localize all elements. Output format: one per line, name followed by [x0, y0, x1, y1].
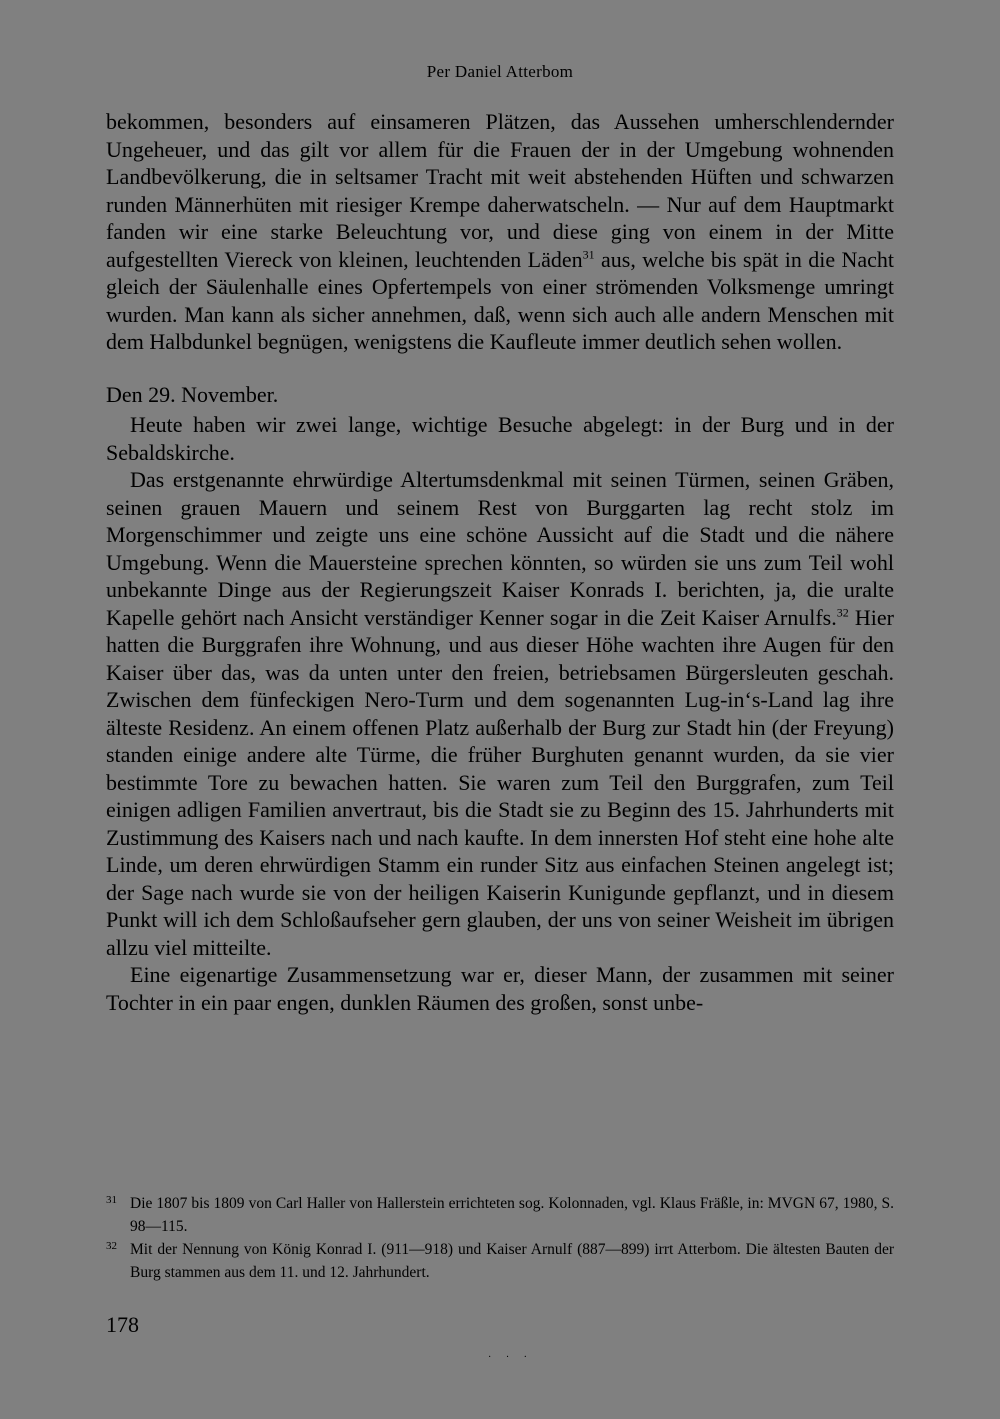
paragraph: bekommen, besonders auf einsameren Plätzen, das Aussehen umherschlendernder Ungeheuer, und das gilt vor allem für die Frauen der in der Umgebung wohnenden Landbevölkerung, die in seltsamer Tracht mit weit abstehenden Hüften und schwarzen runden Männerhüten mit riesiger Krempe daherwatscheln. — Nur auf dem Hauptmarkt fanden wir eine starke Beleuchtung vor, und diese ging von einem in der Mitte aufgestellten Viereck von kleinen, leuchtenden Läden$^{31}$ aus, welche bis spät in die Nacht gleich der Säulenhalle eines Opfertempels von einer strömenden Volksmenge umringt wurden. Man kann als sicher annehmen, daß, wenn sich auch alle andern Menschen mit dem Halbdunkel begnügen, wenigstens die Kaufleute immer deutlich sehen wollen. — [106, 109, 894, 354]
footnote-number: 32 — [106, 1240, 117, 1252]
page-number: 178 — [106, 1312, 139, 1337]
paragraph: Das erstgenannte ehrwürdige Altertumsdenkmal mit seinen Türmen, seinen Gräben, seinen grauen Mauern und seinem Rest von Burggarten lag recht stolz im Morgenschimmer und zeigte uns eine schöne Aussicht auf die Stadt und die nähere Umgebung. Wenn die Mauersteine sprechen könnten, so würden sie uns zum Teil wohl unbekannte Dinge aus der Regierungszeit Kaiser Konrads I. berichten, ja, die uralte Kapelle gehört nach Ansicht verständiger Kenner sogar in die Zeit Kaiser Arnulfs.$^{32}$ Hier hatten die Burggrafen ihre Wohnung, und aus dieser Höhe wachten ihre Augen für den Kaiser über das, was da unten unter den freien, betriebsamen Bürgersleuten geschah. Zwischen dem fünfeckigen Nero-Turm und dem sogenannten Lug-in‘s-Land lag ihre älteste Residenz. An einem offenen Platz außerhalb der Burg zur Stadt hin (der Freyung) standen einige andere alte Türme, die früher Burghuten genannt wurden, da sie vier bestimmte Tore zu bewachen hatten. Sie waren zum Teil den Burggrafen, zum Teil einigen adligen Familien anvertraut, bis die Stadt sie zu Beginn des 15. Jahrhunderts mit Zustimmung des Kaisers nach und nach kaufte. In dem innersten Hof steht eine hohe alte Linde, um deren ehrwürdigen Stamm ein runder Sitz aus einfachen Steinen angelegt ist; der Sage nach wurde sie von der heiligen Kaiserin Kunigunde gepflanzt, und in diesem Punkt will ich dem Schloßaufseher gern glauben, der uns von seiner Weisheit im übrigen allzu viel mitteilte. — [106, 467, 894, 960]
footnote — [106, 1192, 894, 1238]
main-text — [106, 108, 894, 1016]
paragraph: Heute haben wir zwei lange, wichtige Besuche abgelegt: in der Burg und in der Sebaldskirche. — [106, 412, 894, 465]
print-marks: · · · — [488, 1352, 533, 1363]
date-heading: Den 29. November. — [106, 381, 279, 407]
running-head: Per Daniel Atterbom — [426, 62, 574, 81]
footnote-text: Mit der Nennung von König Konrad I. (911—918) und Kaiser Arnulf (887—899) irrt Atterbom. Die ältesten Bauten der Burg stammen aus dem 11. und 12. Jahrhundert. — [130, 1241, 894, 1281]
footnote — [106, 1238, 894, 1284]
footnote-number: 31 — [106, 1194, 117, 1206]
footnote-ref-31[interactable]: 31 — [582, 247, 595, 262]
footnotes — [106, 1192, 894, 1284]
footnote-ref-32[interactable]: 32 — [836, 605, 849, 620]
footnote-text: Die 1807 bis 1809 von Carl Haller von Hallerstein errichteten sog. Kolonnaden, vgl. Klaus Fräßle, in: MVGN 67, 1980, S. 98—115. — [130, 1195, 894, 1235]
paragraph: Eine eigenartige Zusammensetzung war er, dieser Mann, der zusammen mit seiner Tochter in ein paar engen, dunklen Räumen des großen, sonst unbe- — [106, 962, 894, 1015]
